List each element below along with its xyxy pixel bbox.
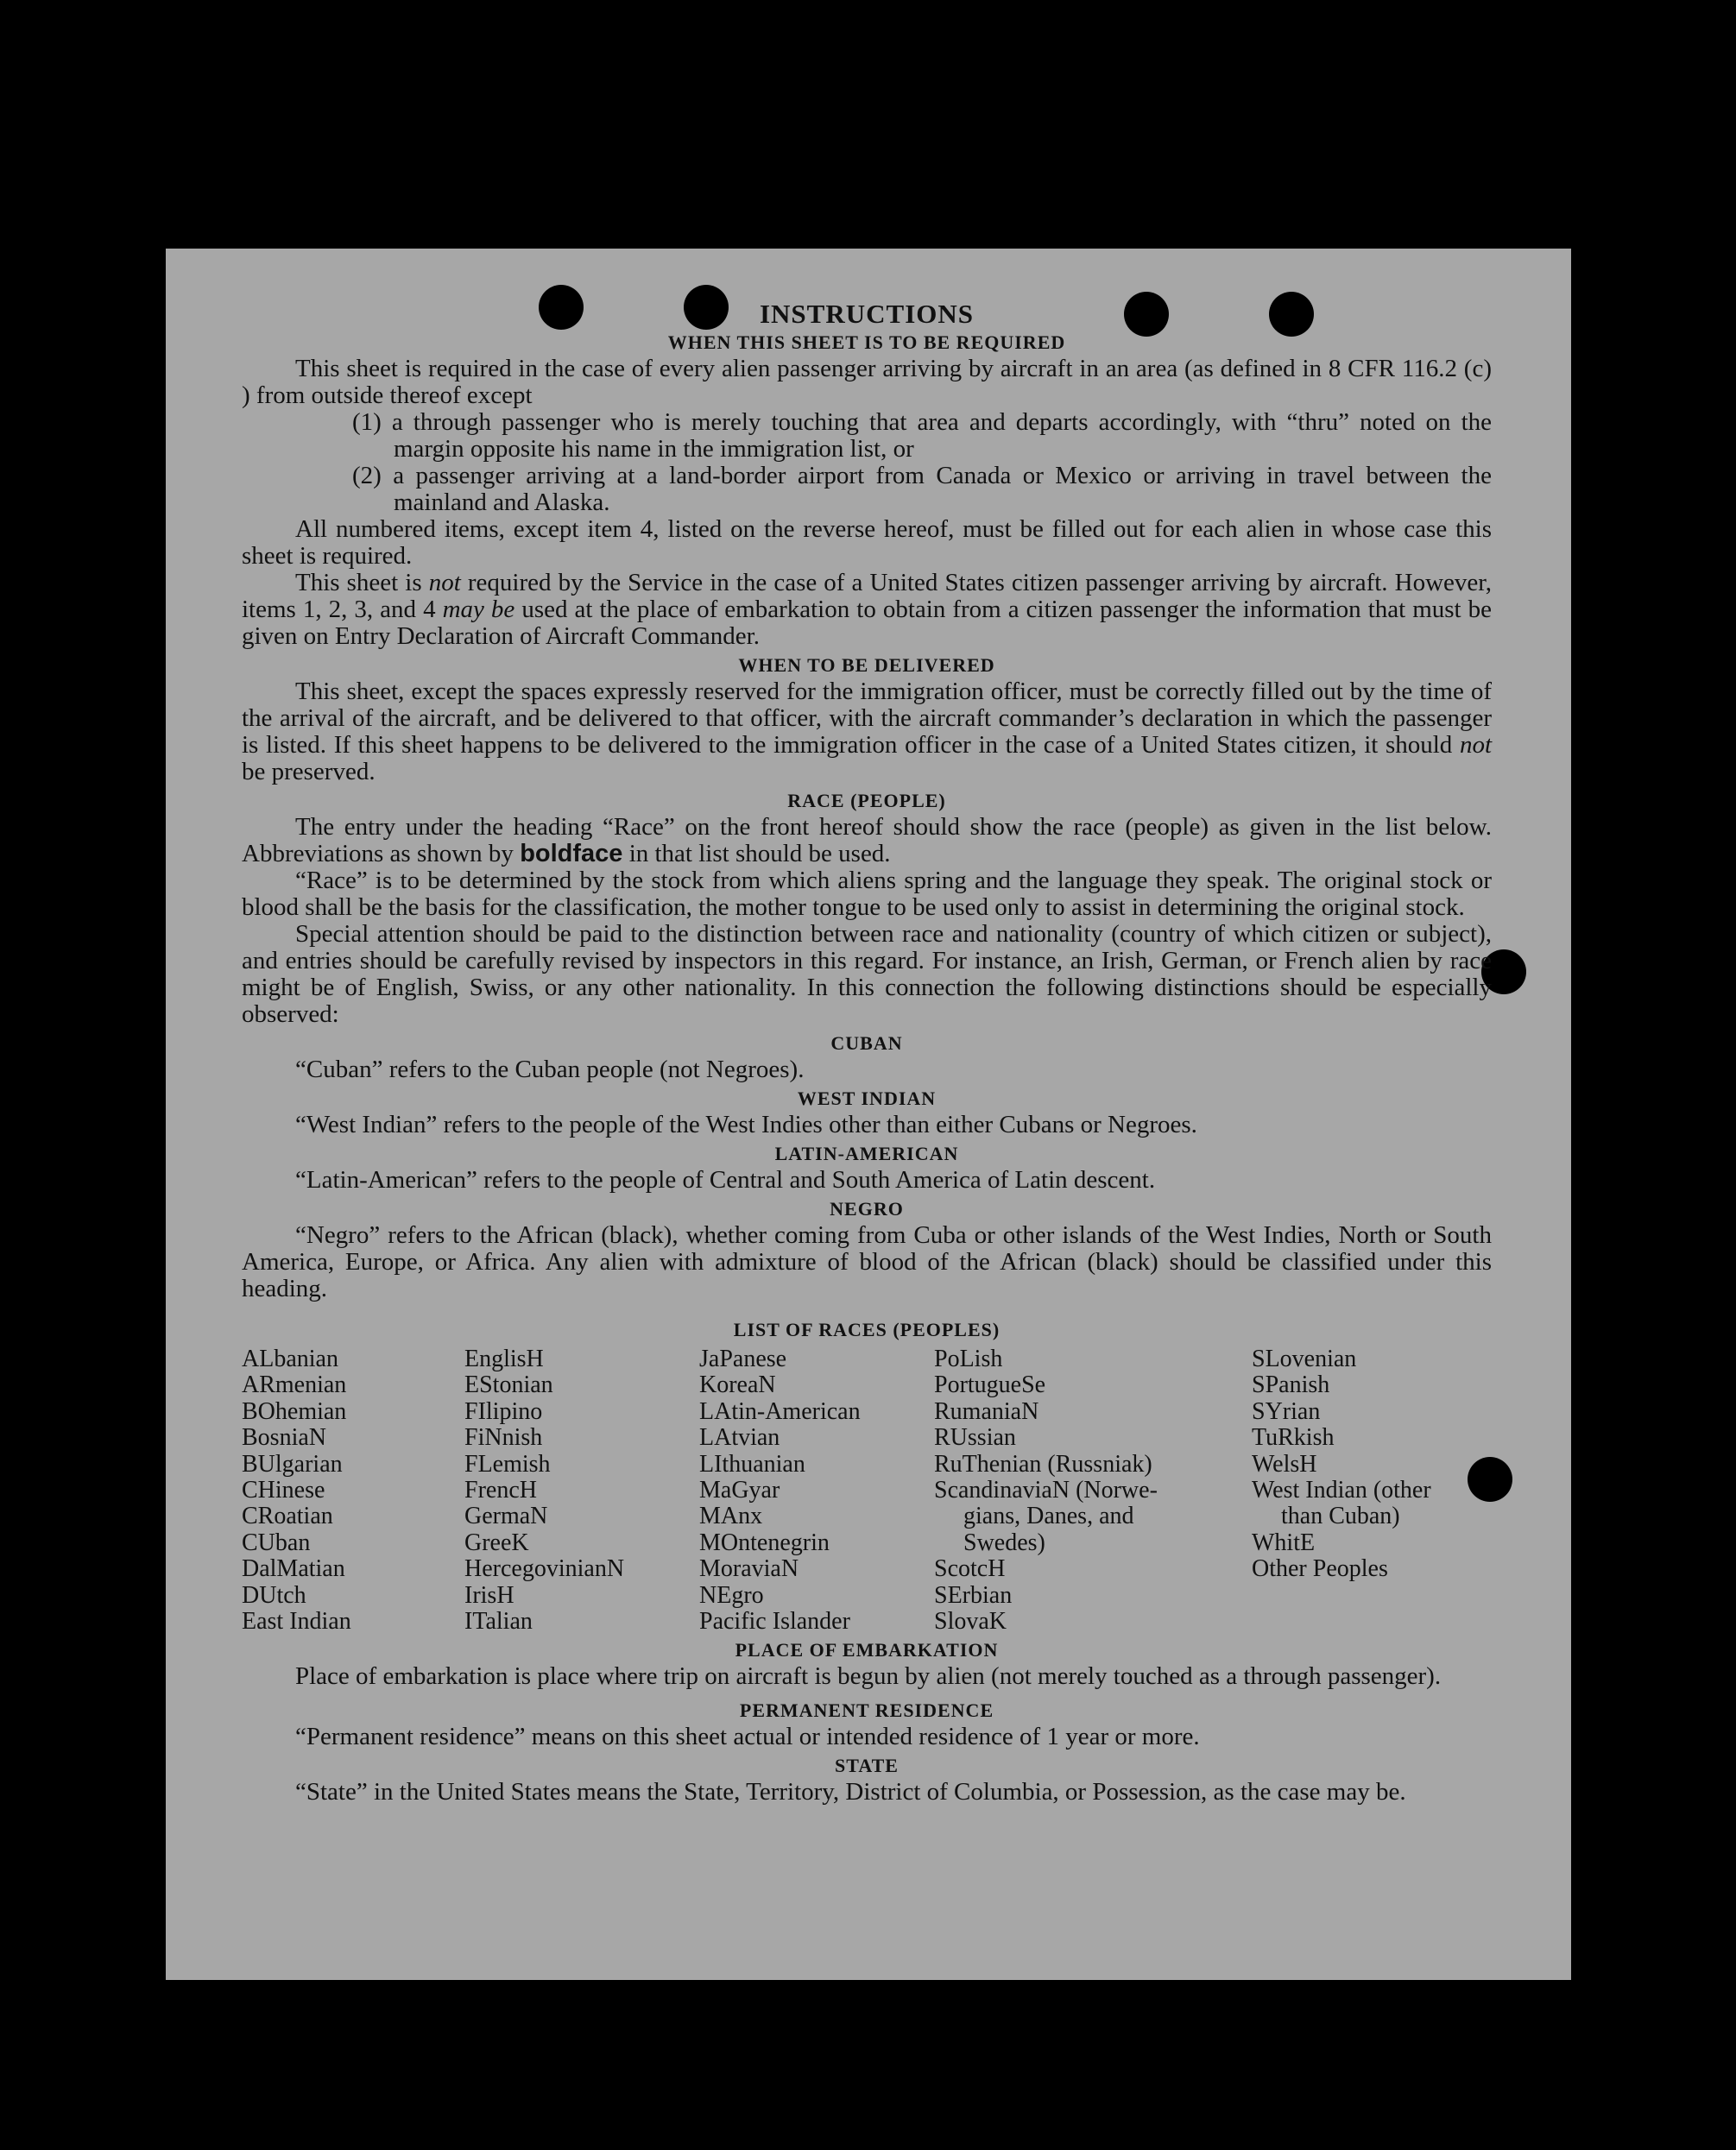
race-item: LIthuanian	[699, 1450, 805, 1478]
race-item: Other Peoples	[1252, 1555, 1388, 1583]
heading-cuban: CUBAN	[830, 1032, 903, 1054]
race-item: RumaniaN	[934, 1397, 1039, 1425]
race-item: BUlgarian	[242, 1450, 343, 1478]
race-item: JaPanese	[699, 1346, 787, 1372]
race-item: WhitE	[1252, 1529, 1316, 1556]
race-item: BOhemian	[242, 1397, 347, 1425]
races-column	[464, 1346, 699, 1635]
race-item: CRoatian	[242, 1503, 333, 1530]
instruction-sheet	[166, 249, 1571, 1980]
race-item: PoLish	[934, 1346, 1003, 1372]
race-item: IrisH	[464, 1581, 514, 1609]
race-item: LAtin-American	[699, 1397, 861, 1425]
race-item: West Indian (other	[1252, 1477, 1431, 1504]
race-item: GreeK	[464, 1529, 529, 1556]
race-item: HercegovinianN	[464, 1555, 625, 1583]
race-item: RuThenian (Russniak)	[934, 1450, 1152, 1478]
race-item: ALbanian	[242, 1346, 338, 1372]
race-item: FiNnish	[464, 1424, 543, 1452]
race-item: ScotcH	[934, 1555, 1006, 1583]
race-item: SPanish	[1252, 1371, 1330, 1399]
race-item: MoraviaN	[699, 1555, 799, 1583]
paragraph: This sheet is required in the case of every alien passenger arriving by aircraft in an area (as defined in 8 CFR 116.2 (c) ) from outside thereof except	[242, 355, 1492, 409]
race-item: ITalian	[464, 1608, 533, 1636]
heading-state: STATE	[835, 1755, 899, 1777]
paragraph: “West Indian” refers to the people of the West Indies other than either Cubans or Negroes.	[295, 1111, 1197, 1138]
race-item: WelsH	[1252, 1450, 1317, 1478]
race-item: ScandinaviaN (Norwe-	[934, 1477, 1158, 1504]
paragraph: All numbered items, except item 4, listed on the reverse hereof, must be filled out for each alien in whose case this sheet is required.	[242, 515, 1492, 570]
paragraph: “Cuban” refers to the Cuban people (not Negroes).	[295, 1056, 805, 1083]
heading-race: RACE (PEOPLE)	[787, 790, 946, 811]
race-item: LAtvian	[699, 1424, 780, 1452]
race-item: Swedes)	[963, 1529, 1045, 1556]
race-item: Pacific Islander	[699, 1608, 850, 1636]
paragraph: “State” in the United States means the State, Territory, District of Columbia, or Possession, as the case may be.	[295, 1778, 1406, 1806]
heading-permanent-residence: PERMANENT RESIDENCE	[739, 1699, 994, 1722]
paragraph: “Race” is to be determined by the stock from which aliens spring and the language they speak. The original stock or blood shall be the basis for the classification, the mother tongue to be used only to assist in determining the original stock.	[242, 867, 1492, 921]
race-item: SlovaK	[934, 1608, 1007, 1636]
race-item: gians, Danes, and	[963, 1503, 1134, 1530]
list-item: (1) a through passenger who is merely touching that area and departs accordingly, with “thru” noted on the margin opposite his name in the immigration list, or	[352, 408, 1492, 463]
race-item: GermaN	[464, 1503, 548, 1530]
races-column	[1252, 1346, 1492, 1635]
heading-list-of-races: LIST OF RACES (PEOPLES)	[733, 1319, 1001, 1340]
race-item: FrencH	[464, 1477, 537, 1504]
race-item: KoreaN	[699, 1371, 776, 1399]
heading-when-delivered: WHEN TO BE DELIVERED	[738, 654, 995, 676]
document-body	[242, 300, 1492, 1806]
heading-embarkation: PLACE OF EMBARKATION	[735, 1639, 999, 1661]
race-item: CHinese	[242, 1477, 325, 1504]
race-item: MaGyar	[699, 1477, 780, 1504]
race-item: than Cuban)	[1281, 1503, 1400, 1530]
race-item: BosniaN	[242, 1424, 326, 1452]
races-column	[242, 1346, 464, 1635]
paragraph: This sheet, except the spaces expressly reserved for the immigration officer, must be correctly filled out by the time of the arrival of the aircraft, and be delivered to that officer, with the aircraft commander’s declaration in which the passenger is listed. If this sheet happens to be delivered to the immigration officer in the case of a United States citizen, it should not be preserved.	[242, 678, 1492, 785]
race-item: CUban	[242, 1529, 311, 1556]
races-column	[699, 1346, 934, 1635]
race-item: TuRkish	[1252, 1424, 1335, 1452]
race-item: FLemish	[464, 1450, 551, 1478]
race-item: EnglisH	[464, 1346, 544, 1372]
race-item: SLovenian	[1252, 1346, 1357, 1372]
race-item: MOntenegrin	[699, 1529, 830, 1556]
paragraph: Place of embarkation is place where trip on aircraft is begun by alien (not merely touched as a through passenger).	[295, 1662, 1442, 1691]
race-item: EStonian	[464, 1371, 553, 1399]
heading-negro: NEGRO	[830, 1198, 904, 1220]
race-item: PortugueSe	[934, 1371, 1046, 1399]
race-item: SYrian	[1252, 1397, 1321, 1425]
heading-latin-american: LATIN-AMERICAN	[774, 1143, 959, 1164]
race-item: DalMatian	[242, 1555, 345, 1583]
races-column	[934, 1346, 1252, 1635]
race-item: East Indian	[242, 1608, 351, 1636]
document-title: INSTRUCTIONS	[759, 299, 974, 329]
heading-when-required: WHEN THIS SHEET IS TO BE REQUIRED	[667, 331, 1066, 353]
list-item: (2) a passenger arriving at a land-border airport from Canada or Mexico or arriving in travel between the mainland and Alaska.	[352, 462, 1492, 516]
race-item: DUtch	[242, 1581, 306, 1609]
race-item: FIlipino	[464, 1397, 543, 1425]
paragraph: “Latin-American” refers to the people of Central and South America of Latin descent.	[295, 1166, 1156, 1194]
race-item: NEgro	[699, 1581, 764, 1609]
paragraph: “Permanent residence” means on this sheet actual or intended residence of 1 year or more.	[295, 1723, 1200, 1751]
race-item: ARmenian	[242, 1371, 347, 1399]
paragraph: This sheet is not required by the Service in the case of a United States citizen passenger arriving by aircraft. However, items 1, 2, 3, and 4 may be used at the place of embarkation to obtain from a citizen passenger the information that must be given on Entry Declaration of Aircraft Commander.	[242, 569, 1493, 650]
paragraph: “Negro” refers to the African (black), whether coming from Cuba or other islands of the West Indies, North or South America, Europe, or Africa. Any alien with admixture of blood of the African (black) should be classified under this heading.	[242, 1221, 1492, 1302]
paragraph: The entry under the heading “Race” on the front hereof should show the race (people) as given in the list below. Abbreviations as shown by boldface in that list should be used.	[242, 813, 1492, 867]
race-item: SErbian	[934, 1581, 1013, 1609]
races-list	[242, 1346, 1492, 1635]
heading-west-indian: WEST INDIAN	[797, 1088, 937, 1109]
race-item: RUssian	[934, 1424, 1016, 1452]
paragraph: Special attention should be paid to the distinction between race and nationality (country of which citizen or subject), and entries should be carefully revised by inspectors in this regard. For instance, an Irish, German, or French alien by race might be of English, Swiss, or any other nationality. In this connection the following distinctions should be especially observed:	[242, 920, 1492, 1028]
race-item: MAnx	[699, 1503, 763, 1530]
